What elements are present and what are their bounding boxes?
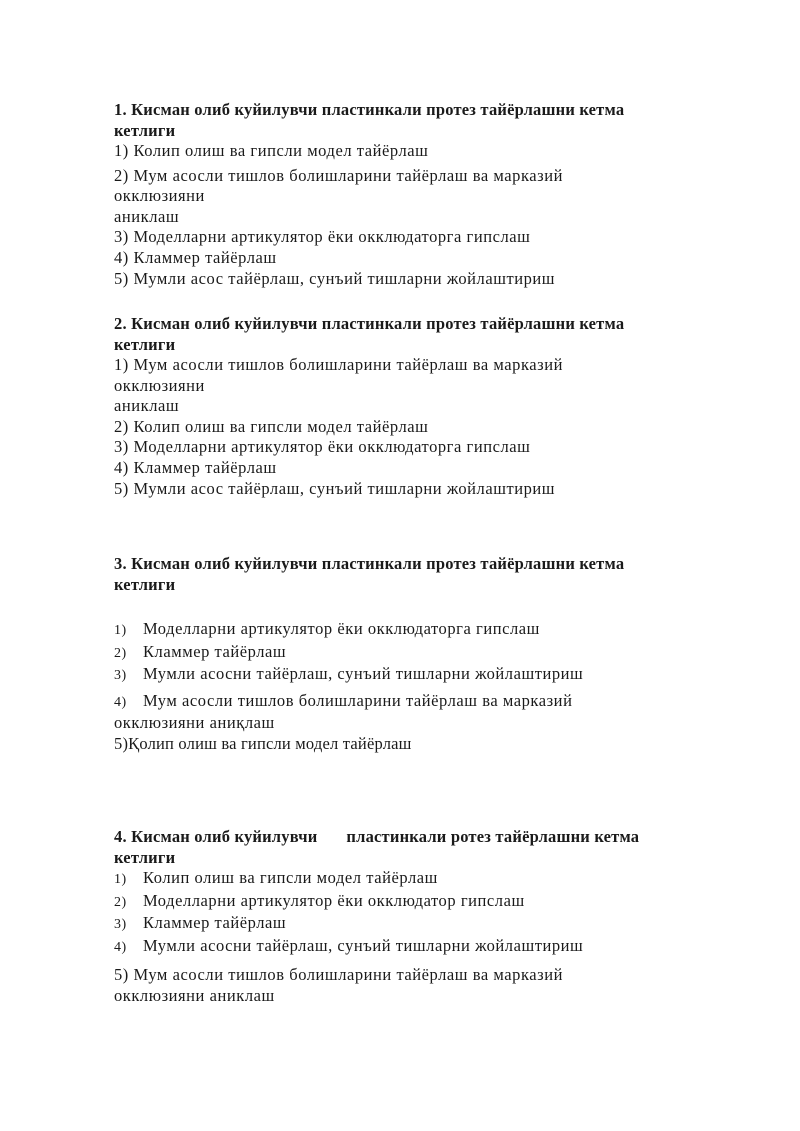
question-1-title: 1. Кисман олиб куйилувчи пластинкали протез тайёрлашни кетма кетлиги <box>114 100 625 140</box>
q1-option-2-cont-2: аниклаш <box>114 206 180 226</box>
q4-option-1: 1) Колип олиш ва гипсли модел тайёрлаш <box>114 868 438 887</box>
question-4 <box>114 826 714 1007</box>
q2-option-1-cont-2: аниклаш <box>114 396 180 416</box>
question-3-title: 3. Кисман олиб куйилувчи пластинкали протез тайёрлашни кетма кетлиги <box>114 554 625 594</box>
q1-option-2-cont-1: окклюзияни <box>114 186 205 206</box>
q3-option-1: 1) Моделларни артикулятор ёки окклюдаторга гипслаш <box>114 619 540 638</box>
q4-option-5: 5) Мум асосли тишлов болишларини тайёрлаш ва марказий <box>114 965 563 985</box>
q4-option-2: 2) Моделларни артикулятор ёки окклюдатор гипслаш <box>114 890 525 910</box>
q3-option-5: 5)Қолип олиш ва гипсли модел тайёрлаш <box>114 733 412 753</box>
q3-option-2: 2) Кламмер тайёрлаш <box>114 641 287 661</box>
q3-option-4: 4) Мум асосли тишлов болишларини тайёрлаш ва марказий <box>114 690 573 710</box>
q4-option-3: 3) Кламмер тайёрлаш <box>114 913 287 933</box>
question-4-title: 4. Кисман олиб куйилувчи пластинкали ротез тайёрлашни кетма кетлиги <box>114 827 640 867</box>
q1-option-5: 5) Мумли асос тайёрлаш, сунъий тишларни жойлаштириш <box>114 268 556 288</box>
q1-option-4: 4) Кламмер тайёрлаш <box>114 247 277 267</box>
q4-option-5-cont: окклюзияни аниклаш <box>114 985 275 1005</box>
q2-option-2: 2) Колип олиш ва гипсли модел тайёрлаш <box>114 416 429 436</box>
q1-option-1: 1) Колип олиш ва гипсли модел тайёрлаш <box>114 141 429 160</box>
q3-option-3: 3) Мумли асосни тайёрлаш, сунъий тишларни жойлаштириш <box>114 664 584 684</box>
q2-option-1-cont-1: окклюзияни <box>114 375 205 395</box>
q2-option-5: 5) Мумли асос тайёрлаш, сунъий тишларни жойлаштириш <box>114 478 556 498</box>
q2-option-4: 4) Кламмер тайёрлаш <box>114 457 277 477</box>
question-1 <box>114 99 714 289</box>
question-2-title: 2. Кисман олиб куйилувчи пластинкали протез тайёрлашни кетма кетлиги <box>114 314 625 354</box>
q1-option-2: 2) Мум асосли тишлов болишларини тайёрлаш ва марказий <box>114 165 563 185</box>
q2-option-1: 1) Мум асосли тишлов болишларини тайёрлаш ва марказий <box>114 355 563 374</box>
q3-option-4-cont: окклюзияни аниқлаш <box>114 713 275 733</box>
q1-option-3: 3) Моделларни артикулятор ёки окклюдаторга гипслаш <box>114 227 531 247</box>
question-3 <box>114 553 714 755</box>
q2-option-3: 3) Моделларни артикулятор ёки окклюдаторга гипслаш <box>114 437 531 457</box>
question-2 <box>114 313 714 499</box>
q4-option-4: 4) Мумли асосни тайёрлаш, сунъий тишларни жойлаштириш <box>114 935 584 955</box>
